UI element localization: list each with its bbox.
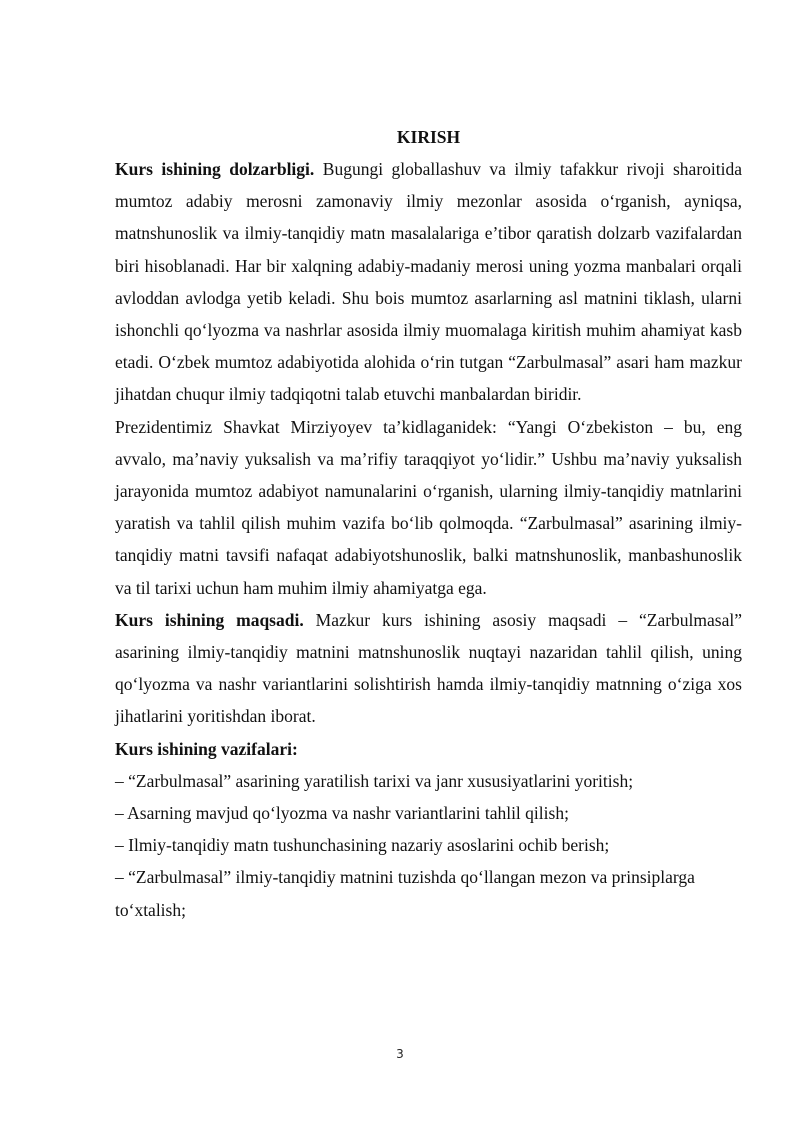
relevance-label: Kurs ishining dolzarbligi.: [115, 159, 315, 179]
tasks-label: Kurs ishining vazifalari:: [115, 738, 298, 759]
task-item: – “Zarbulmasal” ilmiy-tanqidiy matnini tuzishda qo‘llangan mezon va prinsiplarga to‘xtalish;: [115, 867, 695, 920]
president-quote-paragraph: Prezidentimiz Shavkat Mirziyoyev ta’kidlaganidek: “Yangi O‘zbekiston – bu, eng avvalo, ma’naviy yuksalish va ma’rifiy taraqqiyot yo‘lidir.” Ushbu ma’naviy yuksalish jarayonida mumtoz adabiyot namunalarini o‘rganish, ularning ilmiy-tanqidiy matnlarini yaratish va tahlil qilish muhim vazifa bo‘lib qolmoqda. “Zarbulmasal” asarining ilmiy-tanqidiy matni tavsifi nafaqat adabiyotshunoslik, balki matnshunoslik, manbashunoslik va til tarixi uchun ham muhim ilmiy ahamiyatga ega.: [115, 416, 742, 598]
page-number: 3: [396, 1047, 404, 1061]
goal-label: Kurs ishining maqsadi.: [115, 609, 304, 630]
task-item: – Asarning mavjud qo‘lyozma va nashr variantlarini tahlil qilish;: [115, 803, 569, 824]
goal-text: Mazkur kurs ishining asosiy maqsadi – “Zarbulmasal” asarining ilmiy-tanqidiy matnini matnshunoslik nuqtayi nazaridan tahlil qilish, uning qo‘lyozma va nashr variantlarini solishtirish hamda ilmiy-tanqidiy matnning o‘ziga xos jihatlarini yoritishdan iborat.: [115, 609, 742, 727]
task-item: – Ilmiy-tanqidiy matn tushunchasining nazariy asoslarini ochib berish;: [115, 835, 610, 856]
goal-paragraph: [115, 604, 742, 733]
relevance-text: Bugungi globallashuv va ilmiy tafakkur rivoji sharoitida mumtoz adabiy merosni zamonaviy ilmiy mezonlar asosida o‘rganish, ayniqsa, matnshunoslik va ilmiy-tanqidiy matn masalalariga e’tibor qaratish dolzarb vazifalardan biri hisoblanadi. Har bir xalqning adabiy-madaniy merosi uning yozma manbalari orqali avloddan avlodga yetib keladi. Shu bois mumtoz asarlarning asl matnini tiklash, ularni ishonchli qo‘lyozma va nashrlar asosida ilmiy muomalaga kiritish muhim ahamiyat kasb etadi. O‘zbek mumtoz adabiyotida alohida o‘rin tutgan “Zarbulmasal” asari ham mazkur jihatdan chuqur ilmiy tadqiqotni talab etuvchi manbalardan biridir.: [115, 159, 743, 405]
relevance-paragraph: [115, 153, 742, 411]
tasks-heading: [115, 733, 742, 765]
section-heading: KIRISH: [396, 127, 461, 147]
task-item: – “Zarbulmasal” asarining yaratilish tarixi va janr xususiyatlarini yoritish;: [115, 770, 634, 791]
document-page: [115, 122, 742, 926]
